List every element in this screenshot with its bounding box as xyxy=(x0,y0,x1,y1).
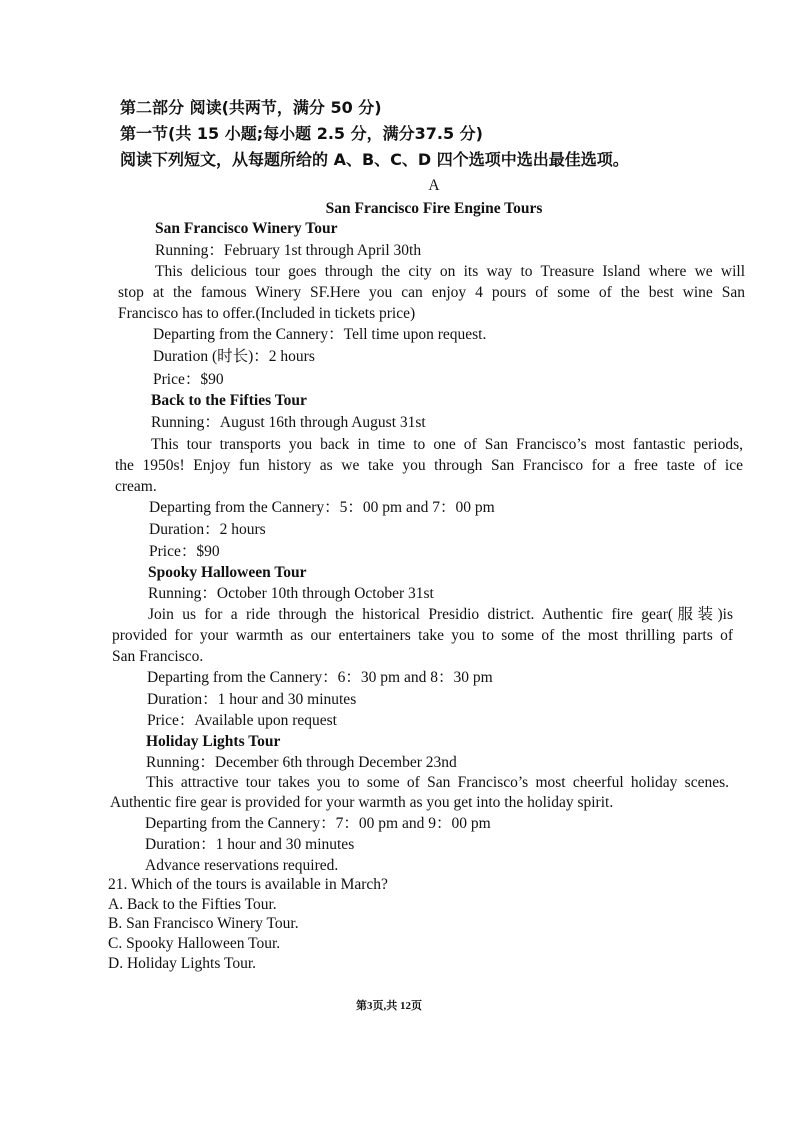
question-stem: 21. Which of the tours is available in March? xyxy=(108,876,388,893)
tour-departing: Departing from the Cannery：6：30 pm and 8：30 pm xyxy=(147,669,493,686)
tour-price: Price：$90 xyxy=(149,543,220,560)
tour-name-fifties: Back to the Fifties Tour xyxy=(151,392,307,409)
tour-departing: Departing from the Cannery：5：00 pm and 7：00 pm xyxy=(149,499,495,516)
tour-desc-line: the 1950s! Enjoy fun history as we take you through San Francisco for a free taste of ice xyxy=(115,457,743,474)
tour-price: Price：$90 xyxy=(153,371,224,388)
tour-desc-line: cream. xyxy=(115,478,157,495)
tour-duration: Duration：1 hour and 30 minutes xyxy=(147,691,357,708)
tour-name-halloween: Spooky Halloween Tour xyxy=(148,564,307,581)
instruction: 阅读下列短文，从每题所给的 A、B、C、D 四个选项中选出最佳选项。 xyxy=(120,150,629,169)
tour-desc-line: This delicious tour goes through the city on its way to Treasure Island where we will xyxy=(155,263,745,280)
section-heading: 第一节(共 15 小题;每小题 2.5 分，满分37.5 分) xyxy=(120,124,483,143)
option-c: C. Spooky Halloween Tour. xyxy=(108,935,281,952)
tour-duration: Duration (时长)：2 hours xyxy=(153,348,315,365)
option-d: D. Holiday Lights Tour. xyxy=(108,955,257,972)
tour-running: Running：December 6th through December 23nd xyxy=(146,754,457,771)
option-a: A. Back to the Fifties Tour. xyxy=(108,896,277,913)
page-number: 第3页,共 12页 xyxy=(356,1000,422,1012)
tour-running: Running：August 16th through August 31st xyxy=(151,414,426,431)
tour-desc-line: Francisco has to offer.(Included in tickets price) xyxy=(118,305,416,322)
tour-duration: Duration：2 hours xyxy=(149,521,266,538)
tour-desc-line: This tour transports you back in time to one of San Francisco’s most fantastic periods, xyxy=(151,436,743,453)
tour-departing: Departing from the Cannery：Tell time upon request. xyxy=(153,326,487,343)
tour-desc-line: provided for your warmth as our entertainers take you to some of the most thrilling parts of xyxy=(112,627,733,644)
tour-desc-line: Join us for a ride through the historical Presidio district. Authentic fire gear(服装)is xyxy=(148,606,733,623)
tour-desc-line: This attractive tour takes you to some of San Francisco’s most cheerful holiday scenes. xyxy=(146,774,729,791)
tour-running: Running：February 1st through April 30th xyxy=(155,242,422,259)
tour-running: Running：October 10th through October 31st xyxy=(148,585,434,602)
tour-price: Price：Available upon request xyxy=(147,712,337,729)
passage-letter: A xyxy=(428,177,440,194)
part-heading: 第二部分 阅读(共两节，满分 50 分) xyxy=(120,98,382,117)
tour-name-holiday: Holiday Lights Tour xyxy=(146,733,281,750)
tour-desc-line: Authentic fire gear is provided for your warmth as you get into the holiday spirit. xyxy=(110,794,614,811)
tour-name-winery: San Francisco Winery Tour xyxy=(155,220,338,237)
tour-departing: Departing from the Cannery：7：00 pm and 9：00 pm xyxy=(145,815,491,832)
tour-desc-line: San Francisco. xyxy=(112,648,204,665)
tour-desc-line: stop at the famous Winery SF.Here you can enjoy 4 pours of some of the best wine San xyxy=(118,284,745,301)
passage-title: San Francisco Fire Engine Tours xyxy=(325,200,543,217)
tour-duration: Duration：1 hour and 30 minutes xyxy=(145,836,355,853)
tour-note: Advance reservations required. xyxy=(145,857,339,874)
option-b: B. San Francisco Winery Tour. xyxy=(108,915,299,932)
